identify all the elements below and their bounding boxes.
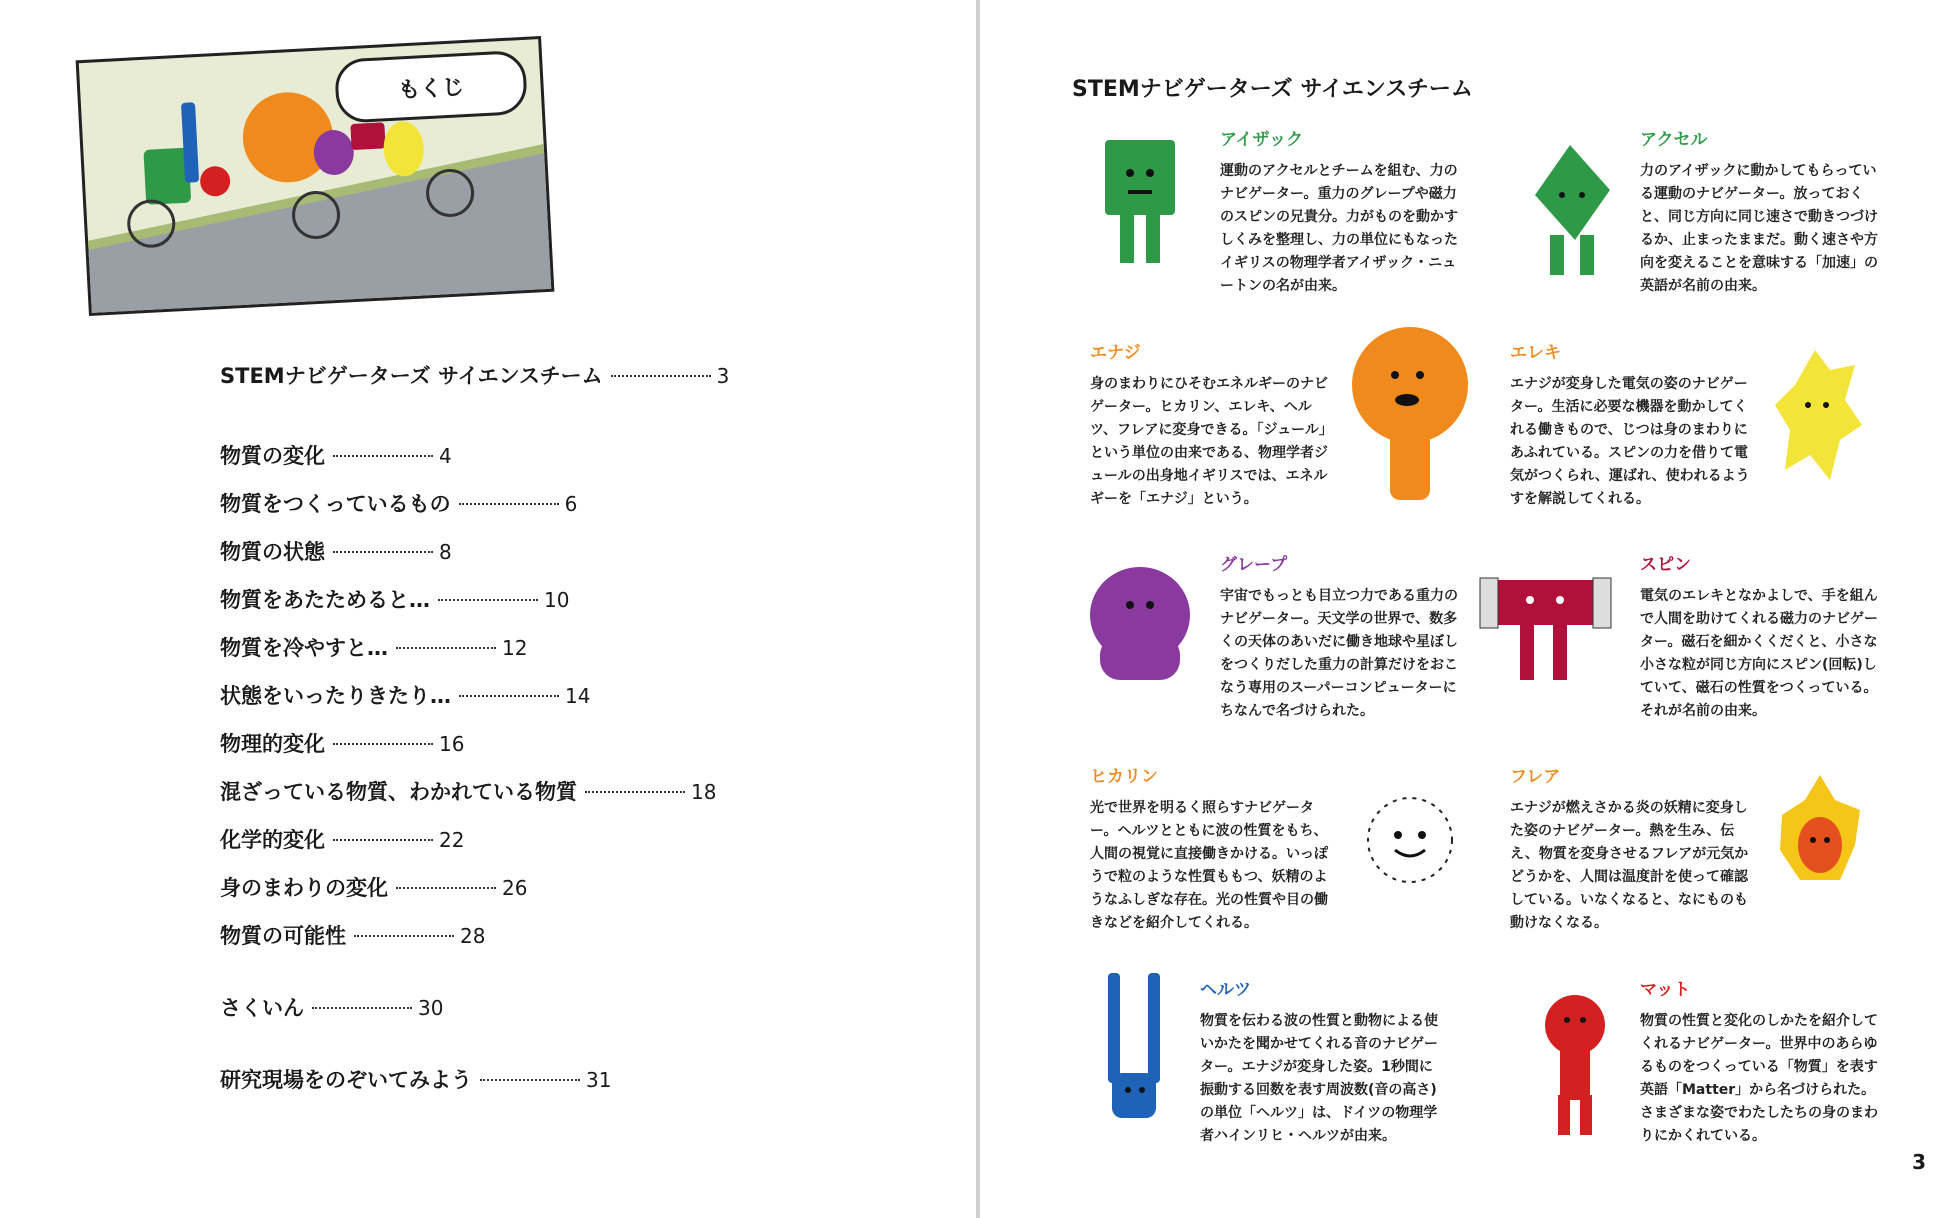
character-name: ヒカリン — [1090, 767, 1158, 787]
matt-figure — [1525, 990, 1625, 1140]
character-desc: 宇宙でもっとも目立つ力である重力のナビゲーター。天文学の世界で、数多くの天体のあいだに働き地球や星ぼしをつくりだした重力の計算だけをおこなう専用のスーパーコンピューターにちなんで名づけられた。 — [1220, 588, 1458, 719]
toc-label: 物質を冷やすと… — [220, 636, 388, 660]
leader-dots — [396, 647, 496, 649]
toc-item[interactable] — [220, 1064, 611, 1094]
character-name: エレキ — [1510, 343, 1561, 363]
toc-item[interactable] — [220, 776, 716, 806]
character-spin — [1640, 550, 1948, 723]
toc-page: 8 — [439, 540, 452, 564]
toc-item[interactable] — [220, 992, 443, 1022]
toc-label: 物質をあたためると… — [220, 588, 430, 612]
character-axel — [1640, 125, 1948, 298]
energy-figure — [1345, 320, 1485, 510]
leader-dots — [438, 599, 538, 601]
leader-dots — [396, 887, 496, 889]
toc-item[interactable] — [220, 440, 452, 470]
character-desc: 運動のアクセルとチームを組む、力のナビゲーター。重力のグレープや磁力のスピンの兄貴分。力がものを動かすしくみを整理し、力の単位にもなったイギリスの物理学者アイザック・ニュートンの名が由来。 — [1220, 163, 1458, 294]
toc-page: 14 — [565, 684, 591, 708]
leader-dots — [333, 839, 433, 841]
leader-dots — [354, 935, 454, 937]
toc-item[interactable] — [220, 584, 569, 614]
leader-dots — [585, 791, 685, 793]
contents-illustration — [76, 36, 555, 316]
elec-figure — [1770, 345, 1865, 485]
character-elec — [1510, 338, 1930, 511]
toc-page: 28 — [460, 924, 486, 948]
leader-dots — [611, 375, 711, 377]
axel-figure — [1530, 140, 1620, 280]
red-character — [199, 165, 231, 197]
toc-item[interactable] — [220, 536, 452, 566]
character-name: アクセル — [1640, 130, 1708, 150]
spin-character — [350, 122, 385, 150]
toc-item[interactable] — [220, 488, 577, 518]
toc-label: 研究現場をのぞいてみよう — [220, 1068, 472, 1092]
character-desc: 物質の性質と変化のしかたを紹介してくれるナビゲーター。世界中のあらゆるものをつくっている「物質」を表す英語「Matter」から名づけられた。さまざまな姿でわたしたちの身のまわりにかくれている。 — [1640, 1013, 1878, 1144]
character-name: ヘルツ — [1200, 980, 1251, 1000]
toc-label: 物質の可能性 — [220, 924, 346, 948]
hertz-figure — [1100, 968, 1170, 1138]
toc-page: 6 — [564, 492, 578, 516]
leader-dots — [459, 695, 559, 697]
character-desc: 身のまわりにひそむエネルギーのナビゲーター。ヒカリン、エレキ、ヘルツ、フレアに変身できる。「ジュール」という単位の由来である、物理学者ジュールの出身地イギリスでは、エネルギーを「エナジ」という。 — [1090, 376, 1328, 507]
character-name: アイザック — [1220, 130, 1304, 150]
grape-figure — [1065, 560, 1215, 690]
leader-dots — [333, 551, 433, 553]
character-name: エナジ — [1090, 343, 1141, 363]
toc-page: 31 — [586, 1068, 612, 1092]
character-desc: 物質を伝わる波の性質と動物による使いかたを聞かせてくれる音のナビゲーター。エナジが変身した姿。1秒間に振動する回数を表す周波数(音の高さ)の単位「ヘルツ」は、ドイツの物理学者ハインリヒ・ヘルツが由来。 — [1200, 1013, 1438, 1144]
page-number: 3 — [1912, 1150, 1926, 1174]
character-desc: エナジが燃えさかる炎の妖精に変身した姿のナビゲーター。熱を生み、伝え、物質を変身させるフレアが元気かどうかを、人間は温度計を使って確認している。いなくなると、なにものも動けなくなる。 — [1510, 800, 1749, 931]
toc-label: 化学的変化 — [220, 828, 325, 852]
character-name: マット — [1640, 980, 1691, 1000]
leader-dots — [480, 1079, 580, 1081]
toc-label: 身のまわりの変化 — [220, 876, 388, 900]
toc-page: 12 — [502, 636, 528, 660]
character-flare — [1510, 762, 1930, 935]
blue-character — [181, 102, 199, 183]
character-matt — [1640, 975, 1948, 1148]
isaac-figure — [1090, 135, 1190, 275]
toc-page: 3 — [716, 364, 730, 388]
leader-dots — [312, 1007, 412, 1009]
toc-label: STEMナビゲーターズ サイエンスチーム — [220, 364, 603, 388]
character-name: スピン — [1640, 555, 1691, 575]
character-desc: 力のアイザックに動かしてもらっている運動のナビゲーター。放っておくと、同じ方向に同じ速さで動きつづけるか、止まったままだ。動く速さや方向を変えることを意味する「加速」の英語が名前の由来。 — [1640, 163, 1878, 294]
toc-item[interactable] — [220, 360, 729, 390]
toc-item[interactable] — [220, 872, 527, 902]
toc-label: 物質をつくっているもの — [220, 492, 451, 516]
character-name: グレープ — [1220, 555, 1288, 575]
leader-dots — [459, 503, 559, 505]
toc-page: 4 — [439, 444, 452, 468]
toc-label: 状態をいったりきたり… — [220, 684, 451, 708]
flare-figure — [1770, 770, 1865, 890]
toc-page: 22 — [439, 828, 465, 852]
yellow-character — [382, 120, 425, 177]
character-desc: 光で世界を明るく照らすナビゲーター。ヘルツとともに波の性質をもち、人間の視覚に直接働きかける。いっぽうで粒のような性質ももつ、妖精のようなふしぎな存在。光の性質や目の働きなどを紹介してくれる。 — [1090, 800, 1328, 931]
leader-dots — [333, 743, 433, 745]
toc-label: 混ざっている物質、わかれている物質 — [220, 780, 577, 804]
hikarin-figure — [1350, 780, 1470, 900]
toc-page: 16 — [439, 732, 465, 756]
leader-dots — [333, 455, 433, 457]
toc-item[interactable] — [220, 824, 464, 854]
character-desc: エナジが変身した電気の姿のナビゲーター。生活に必要な機器を動かしてくれる働きもので、じつは身のまわりにあふれている。スピンの力を借りて電気がつくられ、運ばれ、使われるようすを解説してくれる。 — [1510, 376, 1750, 507]
toc-page: 18 — [691, 780, 717, 804]
toc-page: 10 — [544, 588, 570, 612]
toc-item[interactable] — [220, 680, 590, 710]
spin-figure — [1475, 570, 1615, 690]
illustration-title: もくじ — [334, 50, 528, 124]
toc-page: 30 — [418, 996, 444, 1020]
toc-page: 26 — [502, 876, 528, 900]
character-desc: 電気のエレキとなかよしで、手を組んで人間を助けてくれる磁力のナビゲーター。磁石を細かくくだくと、小さな小さな粒が同じ方向にスピン(回転)していて、磁石の性質をつくっている。それが名前の由来。 — [1640, 588, 1878, 719]
toc-label: 物質の変化 — [220, 444, 325, 468]
toc-label: 物質の状態 — [220, 540, 325, 564]
character-name: フレア — [1510, 767, 1561, 787]
toc-item[interactable] — [220, 920, 485, 950]
right-page — [980, 0, 1948, 1218]
toc-item[interactable] — [220, 728, 464, 758]
toc-label: 物理的変化 — [220, 732, 325, 756]
page-title: STEMナビゲーターズ サイエンスチーム — [1072, 77, 1473, 102]
toc-item[interactable] — [220, 632, 527, 662]
toc-label: さくいん — [220, 996, 304, 1020]
